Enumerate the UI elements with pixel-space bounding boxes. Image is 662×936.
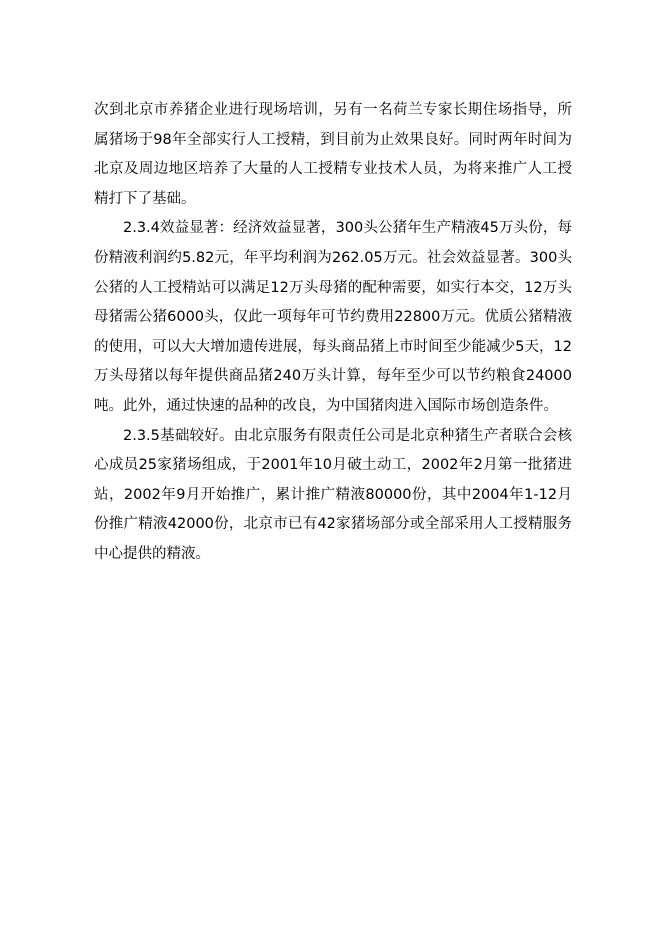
paragraph-section-2-3-4: 2.3.4效益显著：经济效益显著，300头公猪年生产精液45万头份，每份精液利润约5.82元，年平均利润为262.05万元。社会效益显著。300头公猪的人工授精站可以满足12万头母猪的配种需要，如实行本交，12万头母猪需公猪6000头，仅此一项每年可节约费用22800万元。优质公猪精液的使用，可以大大增加遗传进展，每头商品猪上市时间至少能减少5天，12万头母猪以每年提供商品猪240万头计算，每年至少可以节约粮食24000吨。此外，通过快速的品种的改良，为中国猪肉进入国际市场创造条件。	[94, 220, 572, 414]
paragraph-section-2-3-5: 2.3.5基础较好。由北京服务有限责任公司是北京种猪生产者联合会核心成员25家猪场组成，于2001年10月破土动工，2002年2月第一批猪进站，2002年9月开始推广，累计推广精液80000份，其中2004年1-12月份推广精液42000份，北京市已有42家猪场部分或全部采用人工授精服务中心提供的精液。	[94, 427, 572, 562]
paragraph-training: 次到北京市养猪企业进行现场培训，另有一名荷兰专家长期住场指导，所属猪场于98年全部实行人工授精，到目前为止效果良好。同时两年时间为北京及周边地区培养了大量的人工授精专业技术人员，为将来推广人工授精打下了基础。	[94, 102, 572, 207]
document-page	[94, 96, 572, 570]
